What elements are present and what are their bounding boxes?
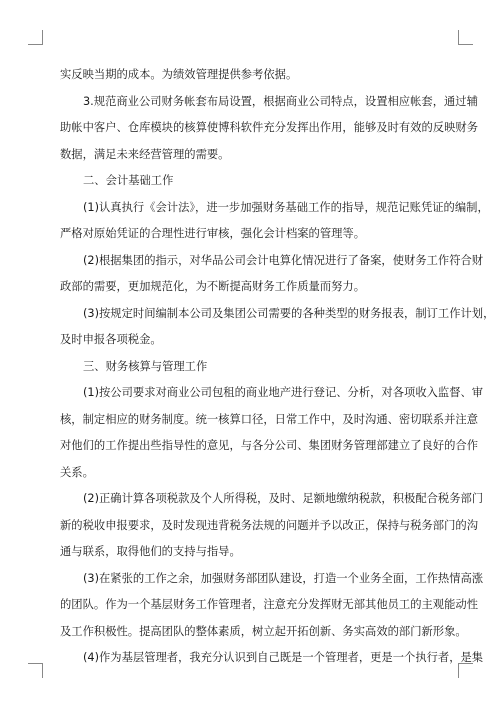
text-line: (4)作为基层管理者，我充分认识到自己既是一个管理者，更是一个执行者，是集 — [83, 651, 484, 664]
text-line: (3)在紧张的工作之余，加强财务部团队建设，打造一个业务全面，工作热情高涨 — [83, 572, 484, 585]
text-line: 通与联系，取得他们的支持与指导。 — [60, 545, 241, 558]
text-line: (1)按公司要求对商业公司包租的商业地产进行登记、分析，对各项收入监督、审 — [83, 386, 484, 399]
text-line: 政部的需要，更加规范化，为不断提高财务工作质量而努力。 — [60, 280, 366, 293]
crop-mark-bottom-left — [28, 663, 43, 678]
text-line: 核，制定相应的财务制度。统一核算口径，日常工作中，及时沟通、密切联系并注意 — [60, 413, 478, 426]
section-heading: 二、会计基础工作 — [83, 174, 174, 187]
text-line: 严格对原始凭证的合理性进行审核，强化会计档案的管理等。 — [60, 227, 366, 240]
crop-mark-top-right — [458, 30, 473, 45]
text-line: 3.规范商业公司财务帐套布局设置，根据商业公司特点，设置相应帐套，通过辅 — [83, 95, 478, 108]
text-line: 对他们的工作提出些指导性的意见，与各分公司、集团财务管理部建立了良好的合作 — [60, 439, 478, 452]
text-line: (3)按规定时间编制本公司及集团公司需要的各种类型的财务报表，制订工作计划， — [83, 307, 495, 320]
crop-mark-bottom-right — [458, 663, 473, 678]
text-line: 的团队。作为一个基层财务工作管理者，注意充分发挥财无部其他员工的主观能动性 — [60, 598, 478, 611]
text-line: 实反映当期的成本。为绩效管理提供参考依据。 — [60, 68, 298, 81]
text-line: 及工作积极性。提高团队的整体素质，树立起开拓创新、务实高效的部门新形象。 — [60, 625, 467, 638]
text-line: 关系。 — [60, 466, 94, 479]
text-line: (2)正确计算各项税款及个人所得税，及时、足额地缴纳税款，积极配合税务部门 — [83, 492, 484, 505]
text-line: (2)根据集团的指示，对华品公司会计电算化情况进行了备案，使财务工作符合财 — [83, 254, 484, 267]
text-line: 助帐中客户、仓库模块的核算使博科软件充分发挥出作用，能够及时有效的反映财务 — [60, 121, 478, 134]
crop-mark-top-left — [28, 30, 43, 45]
text-line: 数据，满足未来经营管理的需要。 — [60, 148, 230, 161]
section-heading: 三、财务核算与管理工作 — [83, 360, 208, 373]
text-line: (1)认真执行《会计法》，进一步加强财务基础工作的指导，规范记账凭证的编制， — [83, 201, 489, 214]
text-line: 新的税收申报要求，及时发现违背税务法规的问题并予以改正，保持与税务部门的沟 — [60, 519, 478, 532]
text-line: 及时申报各项税金。 — [60, 333, 162, 346]
